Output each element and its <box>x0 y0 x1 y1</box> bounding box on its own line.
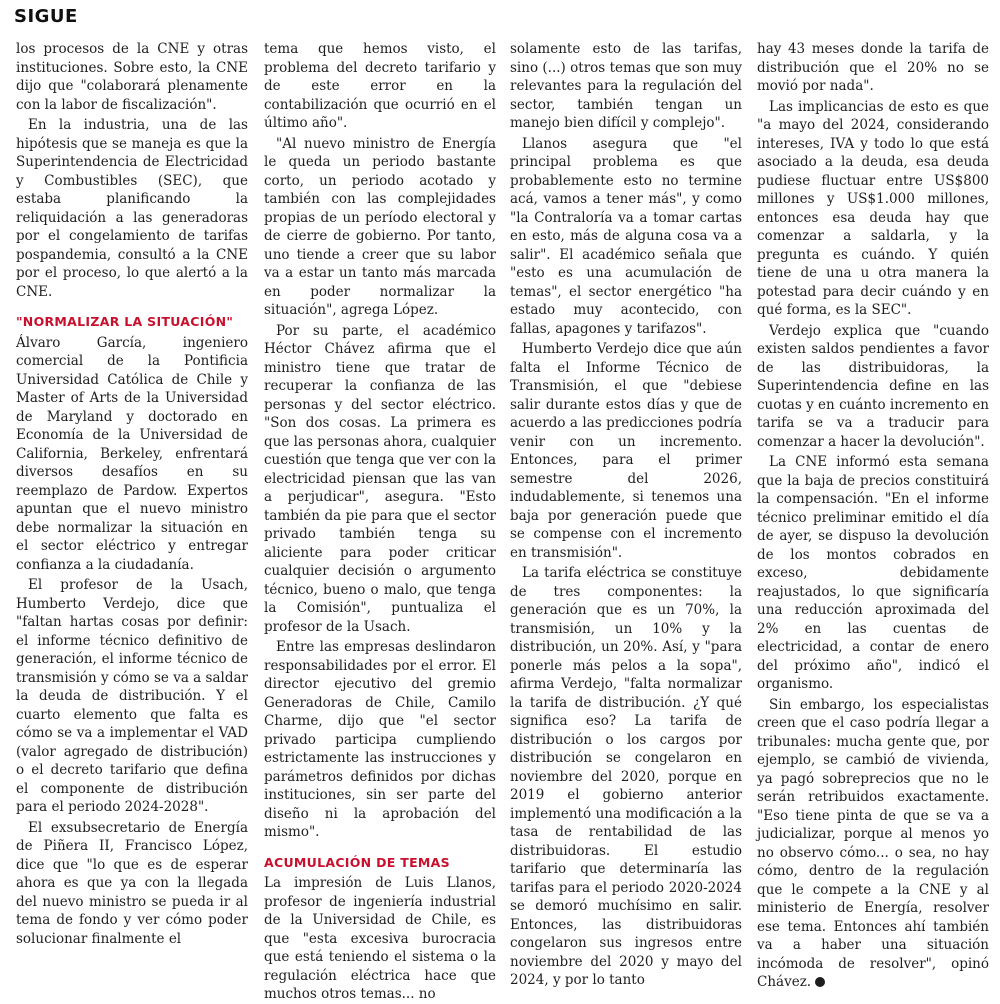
paragraph: "Al nuevo ministro de Energía le queda un periodo bastante corto, un periodo acotado y también con las complejidades propias de un período electoral y de cierre de gobierno. Por tanto, uno tiende a creer que su labor va a estar un tanto más marcada en poder normalizar la situación", agrega López. <box>264 135 496 318</box>
paragraph: Humberto Verdejo dice que aún falta el Informe Técnico de Transmisión, el que "debiese salir durante estos días y que de acuerdo a las predicciones podría venir con un incremento. Entonces, para el primer semestre del 2026, indudablemente, si tenemos una baja por generación puede que se compense con el incremento en transmisión". <box>510 341 742 561</box>
article-column-2 <box>264 40 496 1004</box>
section-header: SIGUE <box>14 6 78 27</box>
paragraph: los procesos de la CNE y otras instituciones. Sobre esto, la CNE dijo que "colaborará plenamente con la labor de fiscalización". <box>16 41 248 113</box>
paragraph: La CNE informó esta semana que la baja de precios constituirá la compensación. "En el informe técnico preliminar emitido el día de ayer, se dispuso la devolución de los montos cobrados en exceso, debidamente reajustados, lo que significaría una reducción aproximada del 2% en las cuentas de electricidad, a contar de enero del próximo año", indicó el organismo. <box>757 454 989 692</box>
article-column-1 <box>16 40 248 948</box>
paragraph: Llanos asegura que "el principal problema es que probablemente esto no termine acá, vamos a tener más", y como "la Contraloría va a tomar cartas en esto, más de alguna cosa va a salir". El académico señala que "esto es una acumulación de temas", el sector energético "ha estado muy acontecido, con fallas, apagones y tarifazos". <box>510 135 742 337</box>
paragraph: solamente esto de las tarifas, sino (...) otros temas que son muy relevantes para la regulación del sector, también tengan un manejo bien difícil y complejo". <box>510 41 742 131</box>
article-column-3 <box>510 40 742 990</box>
end-of-article-icon <box>815 977 825 987</box>
paragraph: Verdejo explica que "cuando existen saldos pendientes a favor de las distribuidoras, la Superintendencia define en las cuotas y en cuánto incremento en tarifa se va a traducir para comenzar a hacer la devolución". <box>757 322 989 450</box>
paragraph-text: Sin embargo, los especialistas creen que el caso podría llegar a tribunales: mucha gente que, por ejemplo, se cambió de vivienda, ya pagó sobreprecios que no le serán retribuidos exactamente. "Eso tiene pinta de que se va a judicializar, porque al menos yo no observo cómo... o sea, no hay cómo, dentro de la regulación que le compete a la CNE y al ministerio de Energía, resolver ese tema. Entonces ahí también va a haber una situación incómoda de resolver", opinó Chávez. <box>757 696 989 990</box>
paragraph: En la industria, una de las hipótesis que se maneja es que la Superintendencia de Electricidad y Combustibles (SEC), que estaba planificando la reliquidación a las generadoras por el congelamiento de tarifas pospandemia, consultó a la CNE por el proceso, lo que alertó a la CNE. <box>16 117 248 300</box>
paragraph: Las implicancias de esto es que "a mayo del 2024, considerando intereses, IVA y todo lo que está asociado a la deuda, esa deuda pudiese fluctuar entre US$800 millones y US$1.000 millones, entonces esa deuda hay que comenzar a saldarla, y la pregunta es cuándo. Y quién tiene de una u otra manera la potestad para decir cuándo y en qué forma, es la SEC". <box>757 98 989 318</box>
paragraph: Por su parte, el académico Héctor Chávez afirma que el ministro tiene que tratar de recuperar la confianza de las personas y del sector eléctrico. "Son dos cosas. La primera es que las personas ahora, cualquier cuestión que tenga que ver con la electricidad piensan que las van a perjudicar", asegura. "Esto también da pie para que el sector privado también tenga su aliciente para poder criticar cualquier decisión o argumento técnico, bueno o malo, que tenga la Comisión", puntualiza el profesor de la Usach. <box>264 322 496 635</box>
paragraph-last <box>757 696 989 992</box>
paragraph: Entre las empresas deslindaron responsabilidades por el error. El director ejecutivo del gremio Generadoras de Chile, Camilo Charme, dijo que "el sector privado participa cumpliendo estrictamente las instrucciones y parámetros definidos por dichas instituciones, sin ser parte del diseño ni la aprobación del mismo". <box>264 639 496 840</box>
paragraph: Álvaro García, ingeniero comercial de la Pontificia Universidad Católica de Chile y Master of Arts de la Universidad de Maryland y doctorado en Economía de la Universidad de California, Berkeley, enfrentará diversos desafíos en su reemplazo de Pardow. Expertos apuntan que el nuevo ministro debe normalizar la situación en el sector eléctrico y entregar confianza a la ciudadanía. <box>16 334 248 573</box>
paragraph: La tarifa eléctrica se constituye de tres componentes: la generación que es un 70%, la transmisión, un 10% y la distribución, un 20%. Así, y "para ponerle más pelos a la sopa", afirma Verdejo, "falta normalizar la tarifa de distribución. ¿Y qué significa eso? La tarifa de distribución o los cargos por distribución se congelaron en noviembre del 2020, porque en 2019 el gobierno anterior implementó una modificación a la tasa de rentabilidad de las distribuidoras. El estudio tarifario que determinaría las tarifas para el periodo 2020-2024 se demoró muchísimo en salir. Entonces, las distribuidoras congelaron sus ingresos entre noviembre del 2020 y mayo del 2024, y por lo tanto <box>510 565 742 988</box>
paragraph: La impresión de Luis Llanos, profesor de ingeniería industrial de la Universidad de Chile, es que "esta excesiva burocracia que está teniendo el sistema o la regulación eléctrica hace que muchos otros temas... no <box>264 875 496 1002</box>
subheading: "NORMALIZAR LA SITUACIÓN" <box>16 314 234 329</box>
article-column-4 <box>757 40 989 992</box>
paragraph: hay 43 meses donde la tarifa de distribución que el 20% no se movió por nada". <box>757 41 989 94</box>
paragraph: El profesor de la Usach, Humberto Verdejo, dice que "faltan hartas cosas por definir: el informe técnico definitivo de generación, el informe técnico de transmisión y cómo se va a saldar la deuda de distribución. Y el cuarto elemento que falta es cómo se va a implementar el VAD (valor agregado de distribución) o el decreto tarifario que defina el componente de distribución para el periodo 2024-2028". <box>16 577 248 815</box>
paragraph: El exsubsecretario de Energía de Piñera II, Francisco López, dice que "lo que es de esperar ahora es que ya con la llegada del nuevo ministro se pueda ir al tema de fondo y ver cómo poder solucionar finalmente el <box>16 819 248 947</box>
subheading: ACUMULACIÓN DE TEMAS <box>264 854 450 870</box>
paragraph: tema que hemos visto, el problema del decreto tarifario y de este error en la contabilización que ocurrió en el último año". <box>264 41 496 131</box>
